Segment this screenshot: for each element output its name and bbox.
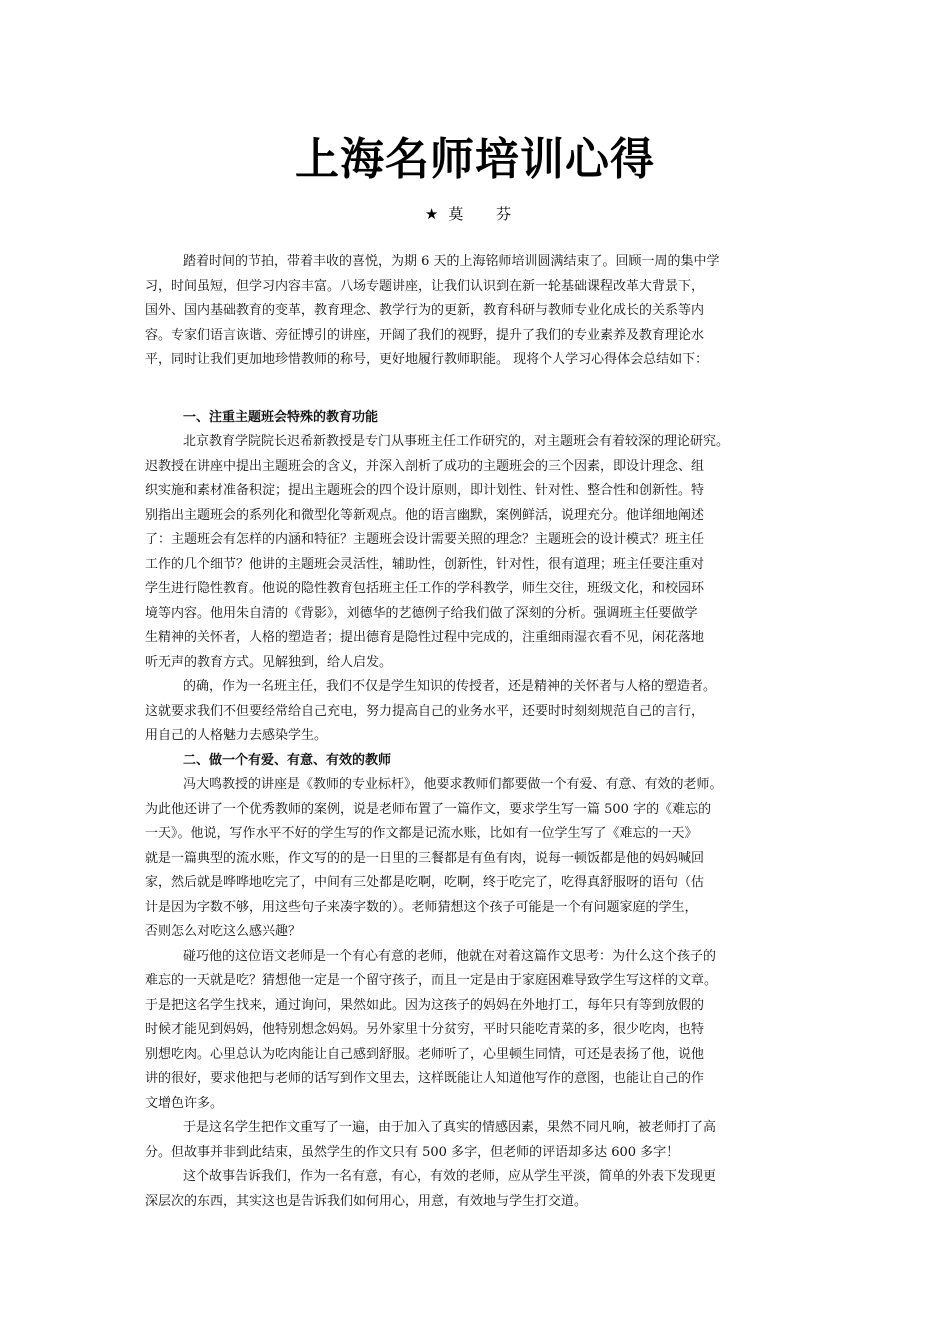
- section2-paragraph-1: [145, 773, 810, 945]
- text-line: 的确，作为一名班主任，我们不仅是学生知识的传授者，还是精神的关怀者与人格的塑造者。: [183, 679, 717, 694]
- text-line: 家，然后就是哗哗地吃完了，中间有三处都是吃啊，吃啊，终于吃完了，吃得真舒服呀的语句（估: [145, 875, 705, 890]
- text-line: 听无声的教育方式。见解独到，给人启发。: [145, 654, 393, 670]
- text-line: 深层次的东西，其实这也是告诉我们如何用心，用意，有效地与学生打交道。: [145, 1193, 588, 1209]
- text-line: 冯大鸣教授的讲座是《教师的专业标杆》，他要求教师们都要做一个有爱、有意、有效的老师。: [183, 777, 723, 792]
- section1-paragraph-2: [145, 675, 810, 749]
- text-line: 分。但故事并非到此结束，虽然学生的作文只有 500 多字，但老师的评语却多达 600 多字！: [145, 1144, 680, 1160]
- text-line: 就是一篇典型的流水账，作文写的的是一日里的三餐都是有鱼有肉，说每一顿饭都是他的妈妈喊回: [145, 850, 705, 866]
- text-line: 工作的几个细节？他讲的主题班会灵活性，辅助性，创新性，针对性，很有道理；班主任要注重对: [145, 556, 705, 572]
- document-body: [145, 250, 810, 1214]
- text-line: 否则怎么对吃这么感兴趣？: [145, 924, 302, 939]
- text-line: 了：主题班会有怎样的内涵和特征？主题班会设计需要关照的理念？主题班会的设计模式？班主任: [145, 532, 705, 547]
- text-line: 于是这名学生把作文重写了一遍，由于加入了真实的情感因素，果然不同凡响，被老师打了高: [183, 1120, 717, 1135]
- text-line: 平，同时让我们更加地珍惜教师的称号，更好地履行教师职能。 现将个人学习心得体会总结如下：: [145, 352, 709, 367]
- text-line: 计是因为字数不够，用这些句子来凑字数的）。老师猜想这个孩子可能是一个有问题家庭的学生，: [145, 899, 698, 915]
- text-line: 这个故事告诉我们，作为一名有意，有心，有效的老师，应从学生平淡，简单的外表下发现更: [183, 1169, 717, 1184]
- text-line: 于是把这名学生找来，通过询问，果然如此。因为这孩子的妈妈在外地打工，每年只有等到放假的: [145, 997, 705, 1013]
- text-line: 一天》。他说，写作水平不好的学生写的作文都是记流水账，比如有一位学生写了《难忘的一天》: [145, 826, 698, 841]
- text-line: 境等内容。他用朱自清的《背影》，刘德华的艺德例子给我们做了深刻的分析。强调班主任要做学: [145, 605, 698, 621]
- star-icon: ★: [424, 205, 449, 223]
- section-heading-1: 一、注重主题班会特殊的教育功能: [183, 409, 379, 425]
- text-line: 为此他还讲了一个优秀教师的案例，说是老师布置了一篇作文，要求学生写一篇 500 字的《难忘的: [145, 801, 712, 817]
- text-line: 用自己的人格魅力去感染学生。: [145, 728, 328, 743]
- intro-paragraph: [145, 250, 810, 373]
- section1-paragraph-1: [145, 430, 810, 675]
- text-line: 别指出主题班会的系列化和微型化等新观点。他的语言幽默，案例鲜活，说理充分。他详细地阐述: [145, 507, 705, 523]
- page-title: 上海名师培训心得: [295, 134, 655, 185]
- text-line: 讲的很好，要求他把与老师的话写到作文里去，这样既能让人知道他写作的意图，也能让自己的作: [145, 1071, 705, 1086]
- text-line: 踏着时间的节拍，带着丰收的喜悦，为期 6 天的上海铭师培训圆满结束了。回顾一周的集中学: [183, 254, 720, 269]
- author-line: [0, 202, 950, 226]
- text-line: 碰巧他的这位语文老师是一个有心有意的老师，他就在对着这篇作文思考：为什么这个孩子的: [183, 948, 717, 964]
- text-line: 生精神的关怀者，人格的塑造者；提出德育是隐性过程中完成的，注重细雨湿衣看不见，闲花落地: [145, 630, 705, 645]
- text-line: 北京教育学院院长迟希新教授是专门从事班主任工作研究的，对主题班会有着较深的理论研究。: [183, 434, 730, 449]
- text-line: 别想吃肉。心里总认为吃肉能让自己感到舒服。老师听了，心里顿生同情，可还是表扬了他，说他: [145, 1046, 705, 1062]
- text-line: 学生进行隐性教育。他说的隐性教育包括班主任工作的学科教学，师生交往，班级文化，和校园环: [145, 581, 705, 596]
- text-line: 时候才能见到妈妈，他特别想念妈妈。另外家里十分贫穷，平时只能吃青菜的多，很少吃肉，也特: [145, 1022, 705, 1037]
- text-line: 容。专家们语言诙谐、旁征博引的讲座，开阔了我们的视野，提升了我们的专业素养及教育理论水: [145, 327, 705, 343]
- text-line: 文增色许多。: [145, 1095, 224, 1111]
- text-line: 织实施和素材准备积淀；提出主题班会的四个设计原则，即计划性、针对性、整合性和创新性。特: [145, 483, 705, 498]
- section-heading-2: 二、做一个有爱、有意、有效的教师: [183, 752, 392, 768]
- text-line: 难忘的一天就是吃？猜想他一定是一个留守孩子，而且一定是由于家庭困难导致学生写这样的文章。: [145, 973, 718, 988]
- section2-paragraph-2: [145, 945, 810, 1117]
- author-name: 莫 芬: [448, 205, 526, 223]
- text-line: 习，时间虽短，但学习内容丰富。八场专题讲座，让我们认识到在新一轮基础课程改革大背景下，: [145, 278, 705, 294]
- section2-paragraph-4: [145, 1165, 810, 1214]
- section-gap: [145, 373, 810, 406]
- text-line: 这就要求我们不但要经常给自己充电，努力提高自己的业务水平，还要时时刻刻规范自己的言行，: [145, 703, 705, 719]
- section2-paragraph-3: [145, 1116, 810, 1165]
- text-line: 国外、国内基础教育的变革，教育理念、教学行为的更新，教育科研与教师专业化成长的关系等内: [145, 303, 705, 318]
- text-line: 迟教授在讲座中提出主题班会的含义，并深入剖析了成功的主题班会的三个因素，即设计理念、组: [145, 458, 705, 474]
